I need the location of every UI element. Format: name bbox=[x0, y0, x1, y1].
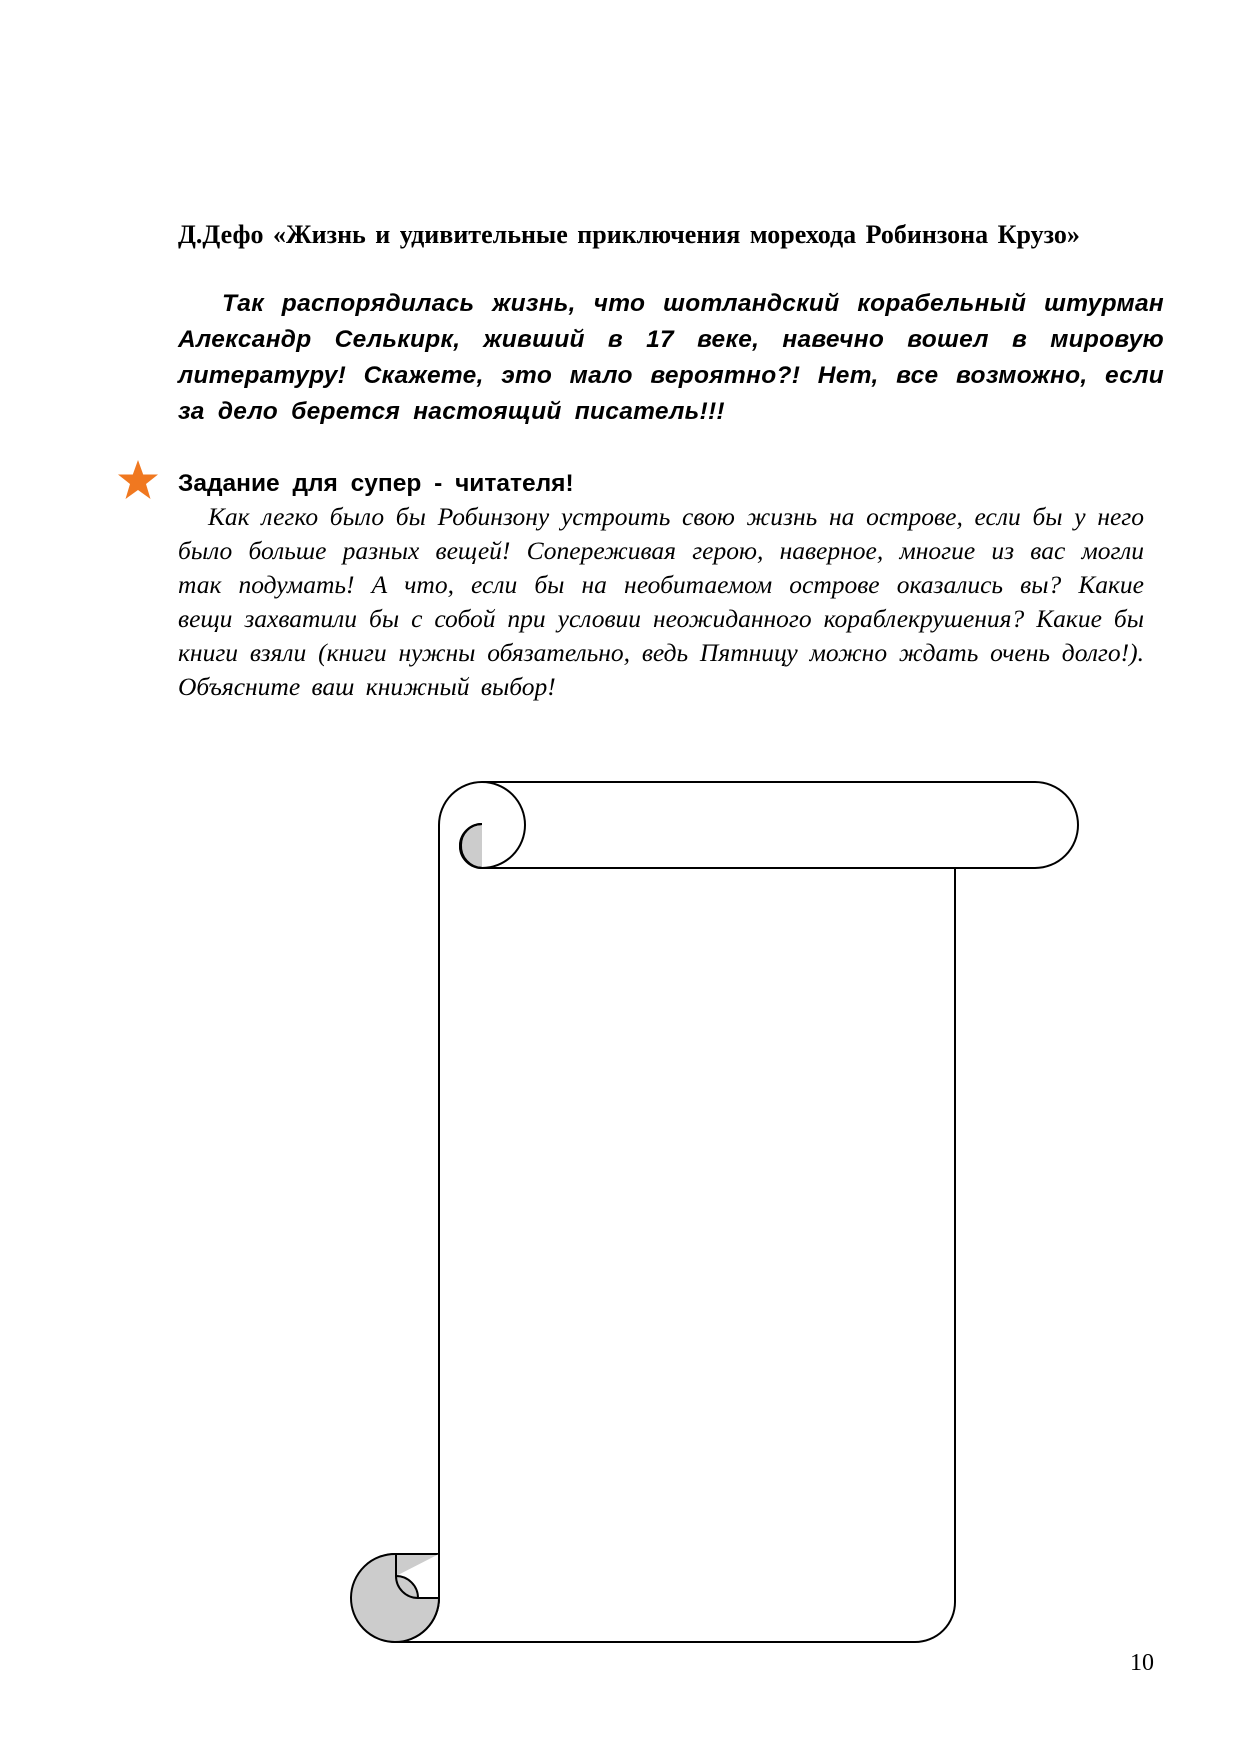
task-body: Как легко было бы Робинзону устроить свою жизнь на острове, если бы у него было больше разных вещей! Сопереживая герою, наверное, многие из вас могли так подумать! А что, если бы на необитаемом острове оказались вы? Какие вещи захватили бы с собой при условии неожиданного кораблекрушения? Какие бы книги взяли (книги нужны обязательно, ведь Пятницу можно ждать очень долго!). Объясните ваш книжный выбор! bbox=[178, 502, 1144, 701]
book-title: Д.Дефо «Жизнь и удивительные приключения морехода Робинзона Крузо» bbox=[178, 220, 1080, 249]
page-number: 10 bbox=[1130, 1650, 1154, 1676]
task-heading: Задание для супер - читателя! bbox=[178, 470, 574, 497]
intro-paragraph: Так распорядилась жизнь, что шотландский корабельный штурман Александр Селькирк, живший в 17 веке, навечно вошел в мировую литературу! Скажете, это мало вероятно?! Нет, все возможно, если за дело берется настоящий писатель!!! bbox=[178, 290, 1164, 425]
